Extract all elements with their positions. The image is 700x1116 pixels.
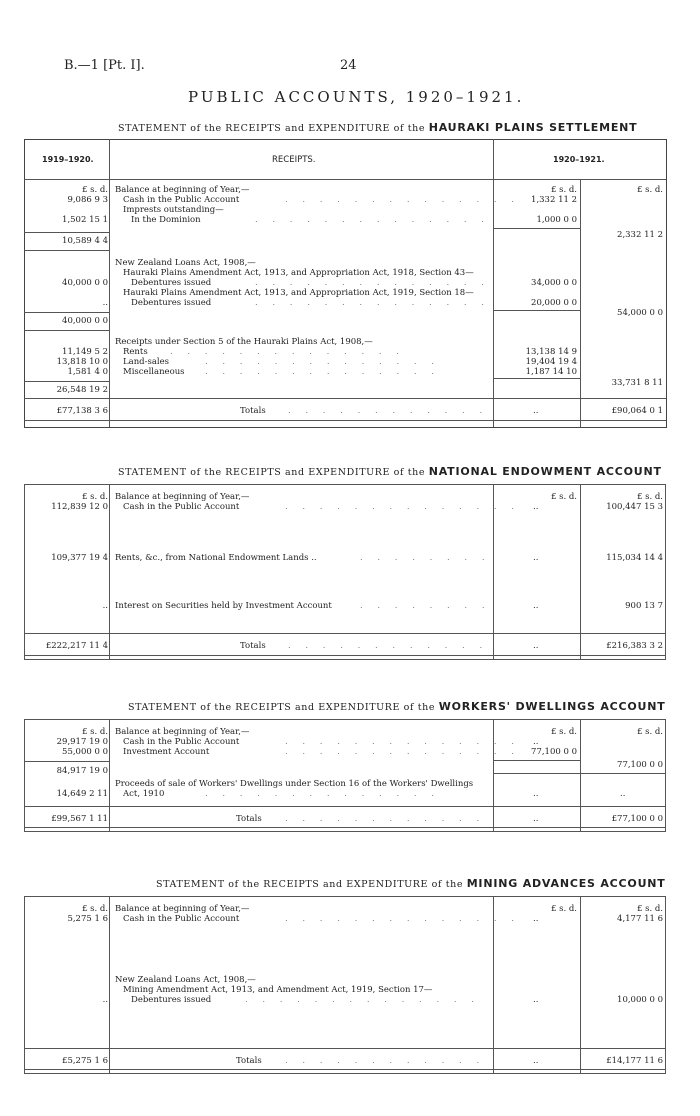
s1-totals-mid: .. (533, 406, 539, 416)
s2-r3-dots: . . . . . . . . (360, 601, 491, 611)
s1-g3-l3: Miscellaneous (123, 367, 185, 377)
s1-g3-c1: 13,138 14 9 (525, 347, 577, 357)
page-number: 24 (340, 58, 357, 73)
s2-totals-curr: £216,383 3 2 (606, 641, 663, 651)
s4-r2-curr: 10,000 0 0 (617, 995, 663, 1005)
s3-heading-pre: STATEMENT of the RECEIPTS and EXPENDITURE of the (128, 702, 436, 713)
page-ref: B.—1 [Pt. I]. (64, 58, 145, 73)
s1-g3-p3: 1,581 4 0 (67, 367, 108, 377)
s1-g1-total-curr: 2,332 11 2 (617, 230, 663, 240)
s4-heading-pre: STATEMENT of the RECEIPTS and EXPENDITURE of the (156, 879, 464, 890)
s3-vline-3 (580, 719, 581, 832)
s3-heading-name: WORKERS' DWELLINGS ACCOUNT (438, 700, 666, 713)
s1-g2-rule-mid (493, 310, 580, 311)
s3-heading (128, 700, 666, 713)
s2-totals-rule (24, 633, 666, 634)
s2-r1-dots: . . . . . . . . . . . . . . (285, 502, 520, 512)
s2-r3-prev: .. (102, 601, 108, 611)
s1-g2-p1: 40,000 0 0 (62, 278, 108, 288)
s2-heading-name: NATIONAL ENDOWMENT ACCOUNT (428, 465, 662, 478)
s3-r1-dots1: . . . . . . . . . . . . . . (285, 737, 520, 747)
s3-totals-prev: £99,567 1 11 (51, 814, 108, 824)
s4-totals-mid: .. (533, 1056, 539, 1066)
s3-vline-1 (109, 719, 110, 832)
s3-r2-prev: 14,649 2 11 (56, 789, 108, 799)
s3-r1-mid2: 77,100 0 0 (531, 747, 577, 757)
s3-r1-l1: Cash in the Public Account (123, 737, 240, 747)
s3-vline-4 (665, 719, 666, 832)
s2-unit-prev: £ s. d. (81, 492, 108, 502)
s1-totals-label: Totals (240, 406, 266, 416)
s3-totals-dots: . . . . . . . . . . . . (285, 814, 486, 824)
s4-r1-prev: 5,275 1 6 (67, 914, 108, 924)
s4-r1-mid: .. (533, 914, 539, 924)
s3-totals-label: Totals (236, 814, 262, 824)
s3-totals-rule (24, 806, 666, 807)
s4-r2-dots: . . . . . . . . . . . . . . (245, 995, 480, 1005)
s1-col-curr: 1920–1921. (553, 155, 605, 164)
s1-g1-c2: 1,000 0 0 (536, 215, 577, 225)
s2-r3-label: Interest on Securities held by Investment Account (115, 601, 332, 611)
s4-unit-prev: £ s. d. (81, 904, 108, 914)
s4-r2-mid: .. (533, 995, 539, 1005)
s4-totals-prev: £5,275 1 6 (62, 1056, 108, 1066)
s2-r3-mid: .. (533, 601, 539, 611)
s3-vline-2 (493, 719, 494, 832)
s1-g2-c2: 20,000 0 0 (531, 298, 577, 308)
s1-totals-rule (24, 398, 666, 399)
s4-r1-curr: 4,177 11 6 (617, 914, 663, 924)
s1-g3-total-prev: 26,548 19 2 (56, 385, 108, 395)
s2-totals-label: Totals (240, 641, 266, 651)
s3-top-rule (24, 719, 666, 720)
s1-g1-dots2: . . . . . . . . . . . . . . (255, 215, 490, 225)
s1-g2-rule2 (24, 330, 109, 331)
s4-r1-dots: . . . . . . . . . . . . . . (285, 914, 520, 924)
s1-g3-dots3: . . . . . . . . . . . . . . (205, 367, 440, 377)
s2-r2-curr: 115,034 14 4 (606, 553, 663, 563)
s2-unit-mid: £ s. d. (550, 492, 577, 502)
s4-r2-l1: Mining Amendment Act, 1913, and Amendment Act, 1919, Section 17— (123, 985, 433, 995)
s1-g3-rule-mid (493, 378, 580, 379)
s1-g1-l1: Cash in the Public Account (123, 195, 240, 205)
s3-unit-mid: £ s. d. (550, 727, 577, 737)
s1-unit-curr: £ s. d. (636, 185, 663, 195)
s1-g3-l1: Rents (123, 347, 148, 357)
s1-g1-rule-mid (493, 228, 580, 229)
s1-g1-l2: Imprests outstanding— (123, 205, 224, 215)
s3-vline-0 (24, 719, 25, 832)
s1-g2-p2: .. (102, 298, 108, 308)
s1-g3-l2: Land-sales (123, 357, 170, 367)
s2-bottom-rule2 (24, 659, 666, 660)
s1-bottom-rule (24, 420, 666, 421)
s1-totals-prev: £77,138 3 6 (56, 406, 108, 416)
s3-r1-mid1: .. (533, 737, 539, 747)
s4-totals-rule (24, 1048, 666, 1049)
s2-totals-prev: £222,217 11 4 (45, 641, 108, 651)
s3-unit-curr: £ s. d. (636, 727, 663, 737)
s1-heading-pre: STATEMENT of the RECEIPTS and EXPENDITURE of the (118, 123, 426, 134)
s1-g2-total-curr: 54,000 0 0 (617, 308, 663, 318)
s3-r1-rule-mid (493, 760, 580, 761)
s2-r1-mid: .. (533, 502, 539, 512)
s2-r2-label: Rents, &c., from National Endowment Lands .. (115, 553, 317, 563)
s3-r1-l2: Investment Account (123, 747, 210, 757)
s4-heading-name: MINING ADVANCES ACCOUNT (466, 877, 666, 890)
s1-g1-c1: 1,332 11 2 (531, 195, 577, 205)
s1-g1-p1: 9,086 9 3 (67, 195, 108, 205)
s4-totals-label: Totals (236, 1056, 262, 1066)
s4-r2-l2: Debentures issued (131, 995, 212, 1005)
s2-r1-prev: 112,839 12 0 (51, 502, 108, 512)
s1-vline-2 (493, 139, 494, 427)
s1-g1-l3: In the Dominion (131, 215, 201, 225)
s1-g2-head: New Zealand Loans Act, 1908,— (115, 258, 256, 268)
s1-g3-head: Receipts under Section 5 of the Hauraki Plains Act, 1908,— (115, 337, 373, 347)
s3-r1-p1: 29,917 19 0 (56, 737, 108, 747)
s1-header-rule (24, 179, 666, 180)
s3-r1-rule-right (493, 773, 666, 774)
s3-bottom-rule (24, 827, 666, 828)
s3-r2-curr: .. (620, 789, 626, 799)
s2-r1-curr: 100,447 15 3 (606, 502, 663, 512)
s1-g2-total-prev: 40,000 0 0 (62, 316, 108, 326)
s1-totals-curr: £90,064 0 1 (611, 406, 663, 416)
s1-g1-rule2 (24, 250, 109, 251)
s2-r2-prev: 109,377 19 4 (51, 553, 108, 563)
s2-heading (118, 465, 662, 478)
s1-vline-3 (580, 180, 581, 427)
s1-g2-l3: Hauraki Plains Amendment Act, 1913, and Appropriation Act, 1919, Section 18— (123, 288, 474, 298)
s2-r2-dots: . . . . . . . . (360, 553, 491, 563)
s4-unit-curr: £ s. d. (636, 904, 663, 914)
s2-r2-mid: .. (533, 553, 539, 563)
s3-r2-dots: . . . . . . . . . . . . . . (205, 789, 440, 799)
s4-heading (156, 877, 666, 890)
s4-r1-l1: Cash in the Public Account (123, 914, 240, 924)
s1-g1-dots1: . . . . . . . . . . . . . . (285, 195, 520, 205)
page-title: PUBLIC ACCOUNTS, 1920–1921. (188, 88, 525, 106)
s3-totals-curr: £77,100 0 0 (611, 814, 663, 824)
s4-top-rule (24, 896, 666, 897)
s3-r1-total-prev: 84,917 19 0 (56, 766, 108, 776)
s1-unit-mid: £ s. d. (550, 185, 577, 195)
s4-r2-head: New Zealand Loans Act, 1908,— (115, 975, 256, 985)
s1-g2-rule (24, 312, 109, 313)
s1-col-prev: 1919–1920. (42, 155, 94, 164)
s2-unit-curr: £ s. d. (636, 492, 663, 502)
s1-g2-l4: Debentures issued (131, 298, 212, 308)
s2-heading-pre: STATEMENT of the RECEIPTS and EXPENDITURE of the (118, 467, 426, 478)
s4-r2-prev: .. (102, 995, 108, 1005)
s3-r1-total-curr: 77,100 0 0 (617, 760, 663, 770)
s3-unit-prev: £ s. d. (81, 727, 108, 737)
s1-g3-p1: 11,149 5 2 (62, 347, 108, 357)
s1-g3-p2: 13,818 10 0 (56, 357, 108, 367)
s1-g1-head: Balance at beginning of Year,— (115, 185, 250, 195)
s2-top-rule (24, 484, 666, 485)
s1-unit-prev: £ s. d. (81, 185, 108, 195)
s3-r1-rule (24, 761, 109, 762)
s1-g3-c2: 19,404 19 4 (525, 357, 577, 367)
s3-totals-mid: .. (533, 814, 539, 824)
s1-g3-rule (24, 381, 109, 382)
s3-bottom-rule2 (24, 831, 666, 832)
s3-r1-head: Balance at beginning of Year,— (115, 727, 250, 737)
s1-g1-p2: 1,502 15 1 (62, 215, 108, 225)
s3-r2-l1: Proceeds of sale of Workers' Dwellings under Section 16 of the Workers' Dwellings (115, 779, 474, 789)
s1-g3-total-curr: 33,731 8 11 (611, 378, 663, 388)
s2-totals-mid: .. (533, 641, 539, 651)
s1-totals-dots: . . . . . . . . . . . . (288, 406, 489, 416)
s3-r2-mid: .. (533, 789, 539, 799)
s1-g3-dots1: . . . . . . . . . . . . . . (170, 347, 405, 357)
s4-unit-mid: £ s. d. (550, 904, 577, 914)
s4-bottom-rule (24, 1069, 666, 1070)
s2-totals-dots: . . . . . . . . . . . . (288, 641, 489, 651)
s4-totals-dots: . . . . . . . . . . . . (285, 1056, 486, 1066)
s1-g2-c1: 34,000 0 0 (531, 278, 577, 288)
s1-g3-dots2: . . . . . . . . . . . . . . (205, 357, 440, 367)
s1-heading-name: HAURAKI PLAINS SETTLEMENT (428, 121, 638, 134)
s3-r1-p2: 55,000 0 0 (62, 747, 108, 757)
s1-g2-dots2: . . . . . . . . . . . . . . (255, 298, 490, 308)
s2-r1-head: Balance at beginning of Year,— (115, 492, 250, 502)
s4-bottom-rule2 (24, 1073, 666, 1074)
s1-g3-c3: 1,187 14 10 (525, 367, 577, 377)
s2-bottom-rule (24, 655, 666, 656)
s1-col-receipts: RECEIPTS. (272, 155, 316, 165)
s3-r2-l2: Act, 1910 (123, 789, 165, 799)
s1-g1-total-prev: 10,589 4 4 (62, 236, 108, 246)
s4-r1-head: Balance at beginning of Year,— (115, 904, 250, 914)
s1-g2-l2: Debentures issued (131, 278, 212, 288)
s3-r1-dots2: . . . . . . . . . . . . . . (285, 747, 520, 757)
s1-g1-rule (24, 232, 109, 233)
s1-g2-l1: Hauraki Plains Amendment Act, 1913, and Appropriation Act, 1918, Section 43— (123, 268, 474, 278)
s2-r3-curr: 900 13 7 (625, 601, 663, 611)
s1-g2-dots1: . . . . . . . . . . . . . . (255, 278, 490, 288)
s2-r1-l1: Cash in the Public Account (123, 502, 240, 512)
s1-vline-1 (109, 139, 110, 427)
s1-heading (118, 121, 637, 134)
s4-totals-curr: £14,177 11 6 (606, 1056, 663, 1066)
